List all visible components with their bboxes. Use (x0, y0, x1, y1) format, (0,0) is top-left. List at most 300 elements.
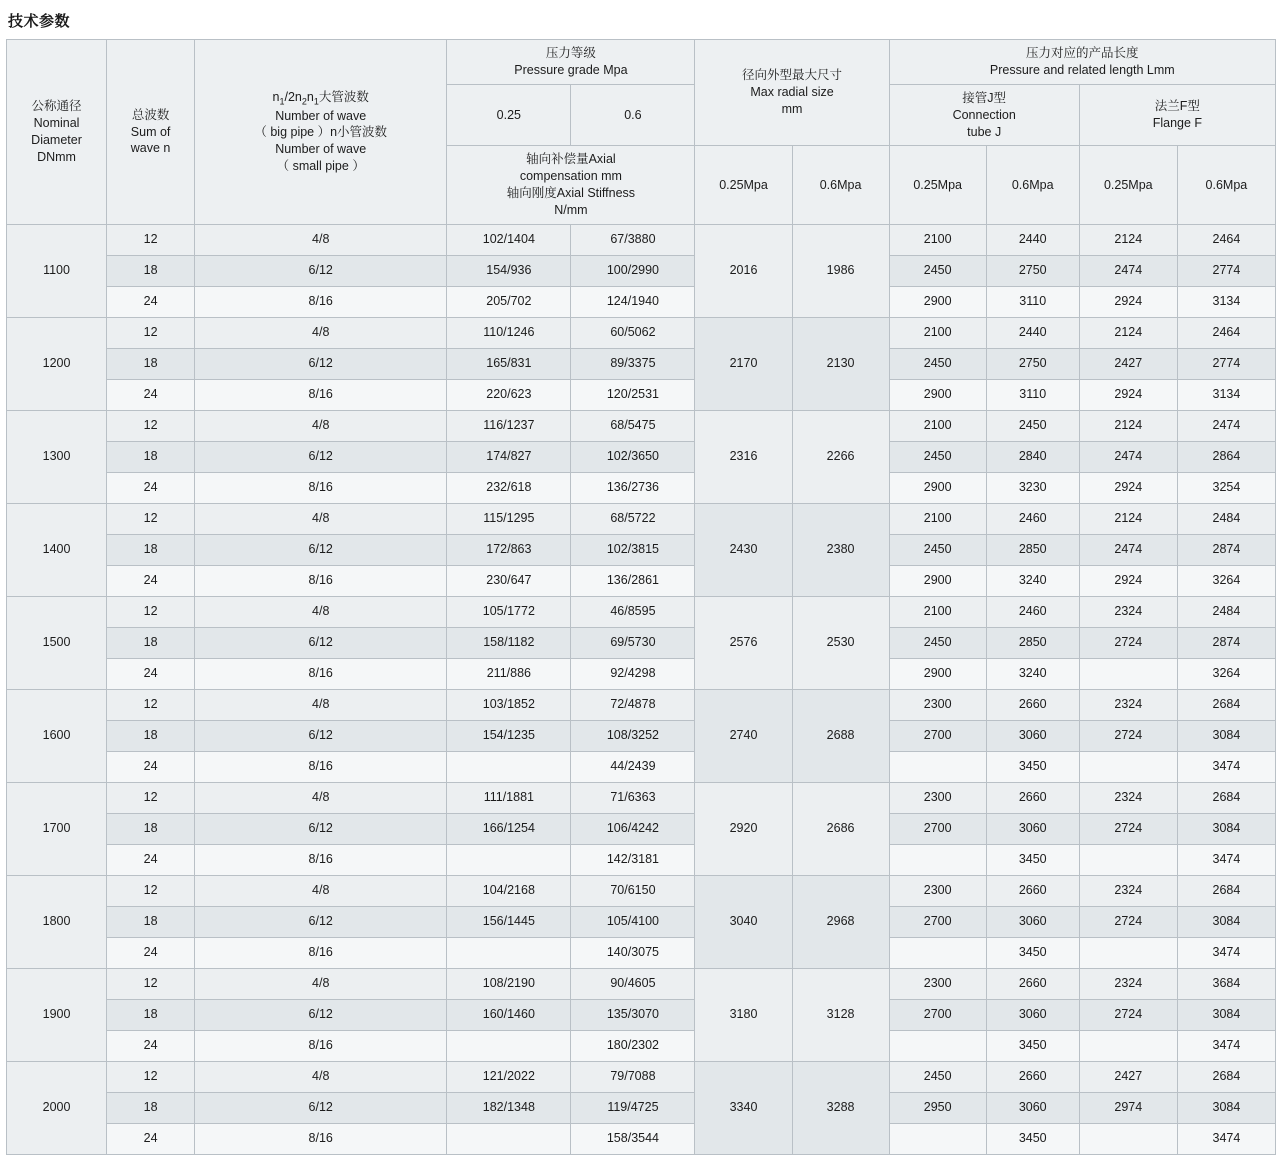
cell-flange-06: 2464 (1177, 224, 1275, 255)
cell-connection-06: 2850 (986, 627, 1079, 658)
cell-axial-06: 60/5062 (571, 317, 695, 348)
table-row (7, 348, 1276, 379)
cell-axial-06: 140/3075 (571, 937, 695, 968)
cell-connection-06: 3060 (986, 1092, 1079, 1123)
header-sum-of-wave (107, 40, 195, 225)
header-nominal-diameter-en3: DNmm (37, 149, 76, 164)
cell-connection-025 (889, 1123, 986, 1154)
cell-axial-025: 108/2190 (447, 968, 571, 999)
cell-axial-025: 232/618 (447, 472, 571, 503)
cell-flange-025: 2324 (1079, 875, 1177, 906)
cell-max-radial-06: 2130 (792, 317, 889, 410)
cell-flange-06: 3084 (1177, 906, 1275, 937)
table-row (7, 410, 1276, 441)
cell-max-radial-06: 2266 (792, 410, 889, 503)
cell-flange-06: 2684 (1177, 782, 1275, 813)
header-flange-06mpa: 0.6Mpa (1177, 146, 1275, 225)
cell-connection-06: 3240 (986, 658, 1079, 689)
cell-flange-06: 3254 (1177, 472, 1275, 503)
cell-flange-025: 2324 (1079, 782, 1177, 813)
cell-max-radial-025: 3340 (695, 1061, 792, 1154)
header-number-of-wave-en4: （ small pipe ） (276, 159, 365, 174)
cell-axial-025: 110/1246 (447, 317, 571, 348)
table-row (7, 565, 1276, 596)
table-body (7, 224, 1276, 1154)
cell-max-radial-06: 2688 (792, 689, 889, 782)
cell-sum-of-wave: 12 (107, 224, 195, 255)
cell-connection-06: 3450 (986, 1123, 1079, 1154)
cell-number-of-wave: 4/8 (195, 317, 447, 348)
table-row (7, 1061, 1276, 1092)
cell-axial-025: 111/1881 (447, 782, 571, 813)
cell-connection-06: 3110 (986, 379, 1079, 410)
cell-axial-025 (447, 1030, 571, 1061)
cell-connection-025: 2100 (889, 317, 986, 348)
cell-connection-06: 3450 (986, 751, 1079, 782)
cell-connection-06: 2660 (986, 689, 1079, 720)
header-connection-tube-cn: 接管J型 (962, 90, 1007, 105)
cell-flange-06: 2484 (1177, 503, 1275, 534)
cell-sum-of-wave: 12 (107, 689, 195, 720)
cell-connection-025: 2450 (889, 1061, 986, 1092)
cell-connection-025 (889, 1030, 986, 1061)
cell-max-radial-025: 2016 (695, 224, 792, 317)
cell-axial-06: 92/4298 (571, 658, 695, 689)
cell-number-of-wave: 6/12 (195, 813, 447, 844)
header-max-radial-size-cn: 径向外型最大尺寸 (742, 68, 843, 83)
cell-number-of-wave: 4/8 (195, 503, 447, 534)
cell-flange-06: 2684 (1177, 875, 1275, 906)
cell-flange-025: 2724 (1079, 627, 1177, 658)
table-row (7, 255, 1276, 286)
cell-connection-06: 2440 (986, 317, 1079, 348)
cell-number-of-wave: 8/16 (195, 565, 447, 596)
header-flange-025mpa: 0.25Mpa (1079, 146, 1177, 225)
table-row (7, 751, 1276, 782)
table-row (7, 534, 1276, 565)
cell-axial-06: 102/3815 (571, 534, 695, 565)
cell-flange-06: 3134 (1177, 286, 1275, 317)
header-max-radial-size (695, 40, 889, 146)
cell-axial-025 (447, 844, 571, 875)
cell-sum-of-wave: 24 (107, 286, 195, 317)
cell-connection-025 (889, 844, 986, 875)
cell-number-of-wave: 6/12 (195, 999, 447, 1030)
table-row (7, 224, 1276, 255)
table-row (7, 1123, 1276, 1154)
cell-flange-06: 2874 (1177, 534, 1275, 565)
cell-axial-025: 158/1182 (447, 627, 571, 658)
cell-number-of-wave: 6/12 (195, 348, 447, 379)
header-axial-l2: compensation mm (519, 169, 622, 184)
cell-axial-025: 165/831 (447, 348, 571, 379)
cell-flange-06: 2464 (1177, 317, 1275, 348)
table-row (7, 627, 1276, 658)
header-pressure-related-length-en: Pressure and related length Lmm (989, 62, 1175, 77)
cell-sum-of-wave: 24 (107, 751, 195, 782)
cell-axial-06: 71/6363 (571, 782, 695, 813)
cell-connection-06: 3060 (986, 720, 1079, 751)
cell-axial-06: 158/3544 (571, 1123, 695, 1154)
cell-axial-025: 154/936 (447, 255, 571, 286)
cell-flange-06: 2684 (1177, 1061, 1275, 1092)
cell-axial-025: 156/1445 (447, 906, 571, 937)
cell-flange-025 (1079, 658, 1177, 689)
cell-connection-025: 2950 (889, 1092, 986, 1123)
cell-axial-06: 44/2439 (571, 751, 695, 782)
cell-flange-025: 2124 (1079, 410, 1177, 441)
cell-nominal-diameter: 1400 (7, 503, 107, 596)
cell-axial-06: 90/4605 (571, 968, 695, 999)
cell-sum-of-wave: 18 (107, 720, 195, 751)
cell-axial-025: 205/702 (447, 286, 571, 317)
table-row (7, 813, 1276, 844)
table-row (7, 968, 1276, 999)
cell-connection-025: 2100 (889, 596, 986, 627)
table-row (7, 317, 1276, 348)
cell-number-of-wave: 8/16 (195, 751, 447, 782)
header-connection-025mpa: 0.25Mpa (889, 146, 986, 225)
table-row (7, 875, 1276, 906)
cell-flange-025 (1079, 1030, 1177, 1061)
cell-flange-025: 2724 (1079, 906, 1177, 937)
header-nominal-diameter-cn: 公称通径 (31, 99, 82, 114)
cell-axial-025: 172/863 (447, 534, 571, 565)
cell-sum-of-wave: 12 (107, 875, 195, 906)
header-flange-en: Flange F (1152, 116, 1203, 131)
cell-sum-of-wave: 12 (107, 1061, 195, 1092)
cell-connection-025: 2700 (889, 999, 986, 1030)
cell-sum-of-wave: 18 (107, 999, 195, 1030)
cell-number-of-wave: 8/16 (195, 937, 447, 968)
header-number-of-wave-formula: $n_1/2n_2n_1$大管波数 (272, 89, 369, 107)
cell-nominal-diameter: 1600 (7, 689, 107, 782)
cell-axial-06: 136/2736 (571, 472, 695, 503)
cell-max-radial-025: 2170 (695, 317, 792, 410)
cell-max-radial-06: 2530 (792, 596, 889, 689)
cell-flange-06: 3084 (1177, 999, 1275, 1030)
header-max-radial-025mpa: 0.25Mpa (695, 146, 792, 225)
table-row (7, 503, 1276, 534)
cell-flange-025: 2324 (1079, 596, 1177, 627)
cell-sum-of-wave: 12 (107, 968, 195, 999)
cell-number-of-wave: 8/16 (195, 1123, 447, 1154)
cell-number-of-wave: 4/8 (195, 782, 447, 813)
cell-connection-025: 2900 (889, 286, 986, 317)
cell-axial-025: 103/1852 (447, 689, 571, 720)
cell-sum-of-wave: 18 (107, 813, 195, 844)
cell-max-radial-025: 2576 (695, 596, 792, 689)
cell-axial-06: 119/4725 (571, 1092, 695, 1123)
cell-nominal-diameter: 1100 (7, 224, 107, 317)
cell-number-of-wave: 4/8 (195, 968, 447, 999)
cell-number-of-wave: 8/16 (195, 658, 447, 689)
cell-number-of-wave: 6/12 (195, 255, 447, 286)
cell-connection-06: 2460 (986, 596, 1079, 627)
header-number-of-wave-en1: Number of wave (275, 108, 367, 123)
cell-axial-025: 220/623 (447, 379, 571, 410)
cell-max-radial-025: 2316 (695, 410, 792, 503)
cell-axial-025 (447, 937, 571, 968)
header-pressure-grade (447, 40, 695, 85)
cell-flange-025 (1079, 844, 1177, 875)
cell-connection-025: 2100 (889, 410, 986, 441)
cell-axial-06: 68/5475 (571, 410, 695, 441)
cell-connection-06: 3450 (986, 1030, 1079, 1061)
cell-axial-025: 154/1235 (447, 720, 571, 751)
cell-connection-06: 3060 (986, 906, 1079, 937)
cell-flange-025: 2974 (1079, 1092, 1177, 1123)
cell-nominal-diameter: 1700 (7, 782, 107, 875)
header-sum-of-wave-cn: 总波数 (131, 107, 170, 122)
cell-sum-of-wave: 24 (107, 658, 195, 689)
cell-connection-025: 2450 (889, 348, 986, 379)
cell-flange-06: 3084 (1177, 720, 1275, 751)
cell-flange-025: 2324 (1079, 968, 1177, 999)
header-number-of-wave-en2: （ big pipe ）n小管波数 (254, 125, 388, 140)
cell-flange-06: 3684 (1177, 968, 1275, 999)
cell-connection-025: 2900 (889, 658, 986, 689)
cell-flange-06: 3264 (1177, 565, 1275, 596)
cell-flange-06: 2474 (1177, 410, 1275, 441)
cell-connection-025: 2450 (889, 627, 986, 658)
cell-number-of-wave: 4/8 (195, 689, 447, 720)
cell-connection-06: 2750 (986, 255, 1079, 286)
cell-nominal-diameter: 1300 (7, 410, 107, 503)
table-row (7, 286, 1276, 317)
cell-axial-06: 70/6150 (571, 875, 695, 906)
cell-number-of-wave: 8/16 (195, 844, 447, 875)
cell-axial-06: 79/7088 (571, 1061, 695, 1092)
cell-axial-025: 116/1237 (447, 410, 571, 441)
cell-connection-06: 3110 (986, 286, 1079, 317)
cell-axial-025: 211/886 (447, 658, 571, 689)
cell-axial-06: 136/2861 (571, 565, 695, 596)
header-nominal-diameter (7, 40, 107, 225)
cell-max-radial-06: 2380 (792, 503, 889, 596)
cell-connection-025: 2300 (889, 689, 986, 720)
cell-axial-06: 105/4100 (571, 906, 695, 937)
cell-sum-of-wave: 18 (107, 627, 195, 658)
cell-connection-025: 2300 (889, 968, 986, 999)
cell-axial-025: 160/1460 (447, 999, 571, 1030)
cell-max-radial-025: 3040 (695, 875, 792, 968)
cell-connection-06: 2660 (986, 968, 1079, 999)
cell-connection-025: 2100 (889, 224, 986, 255)
header-max-radial-size-en2: mm (781, 102, 803, 117)
header-number-of-wave (195, 40, 447, 225)
header-max-radial-size-en1: Max radial size (750, 85, 834, 100)
cell-max-radial-06: 3128 (792, 968, 889, 1061)
cell-max-radial-025: 2430 (695, 503, 792, 596)
cell-axial-06: 180/2302 (571, 1030, 695, 1061)
header-axial-l4: N/mm (554, 203, 588, 217)
cell-axial-06: 67/3880 (571, 224, 695, 255)
cell-sum-of-wave: 24 (107, 472, 195, 503)
cell-axial-06: 89/3375 (571, 348, 695, 379)
cell-nominal-diameter: 1200 (7, 317, 107, 410)
cell-sum-of-wave: 18 (107, 255, 195, 286)
cell-number-of-wave: 6/12 (195, 906, 447, 937)
cell-sum-of-wave: 24 (107, 844, 195, 875)
cell-max-radial-06: 1986 (792, 224, 889, 317)
cell-connection-06: 2660 (986, 1061, 1079, 1092)
header-nominal-diameter-en1: Nominal (33, 116, 80, 131)
cell-connection-025 (889, 937, 986, 968)
cell-connection-025: 2900 (889, 565, 986, 596)
header-flange (1079, 84, 1275, 146)
header-axial-l3: 轴向刚度Axial Stiffness (506, 186, 636, 201)
cell-connection-025: 2900 (889, 379, 986, 410)
cell-connection-06: 2440 (986, 224, 1079, 255)
header-nominal-diameter-en2: Diameter (31, 132, 82, 147)
cell-number-of-wave: 6/12 (195, 720, 447, 751)
cell-number-of-wave: 4/8 (195, 875, 447, 906)
header-sum-of-wave-en2: wave n (130, 141, 171, 156)
cell-flange-025: 2924 (1079, 565, 1177, 596)
table-row (7, 472, 1276, 503)
cell-connection-06: 3450 (986, 937, 1079, 968)
cell-number-of-wave: 4/8 (195, 596, 447, 627)
cell-axial-025: 115/1295 (447, 503, 571, 534)
table-row (7, 441, 1276, 472)
cell-number-of-wave: 8/16 (195, 286, 447, 317)
cell-connection-06: 2840 (986, 441, 1079, 472)
cell-axial-025: 121/2022 (447, 1061, 571, 1092)
header-connection-tube-en2: tube J (967, 124, 1002, 139)
cell-number-of-wave: 8/16 (195, 1030, 447, 1061)
cell-connection-025: 2900 (889, 472, 986, 503)
cell-flange-06: 3474 (1177, 844, 1275, 875)
cell-flange-06: 3474 (1177, 751, 1275, 782)
header-pressure-related-length (889, 40, 1275, 85)
cell-axial-025: 230/647 (447, 565, 571, 596)
cell-axial-025: 102/1404 (447, 224, 571, 255)
cell-number-of-wave: 6/12 (195, 627, 447, 658)
cell-axial-06: 142/3181 (571, 844, 695, 875)
table-row (7, 379, 1276, 410)
cell-flange-06: 3134 (1177, 379, 1275, 410)
technical-parameters-table (6, 39, 1276, 1155)
cell-axial-06: 100/2990 (571, 255, 695, 286)
cell-flange-06: 2864 (1177, 441, 1275, 472)
table-row (7, 596, 1276, 627)
header-axial-l1: 轴向补偿量Axial (526, 152, 616, 167)
table-row (7, 782, 1276, 813)
cell-flange-025: 2124 (1079, 224, 1177, 255)
cell-connection-06: 3060 (986, 813, 1079, 844)
cell-axial-025: 104/2168 (447, 875, 571, 906)
cell-flange-025: 2924 (1079, 472, 1177, 503)
cell-flange-025: 2474 (1079, 441, 1177, 472)
table-row (7, 720, 1276, 751)
cell-flange-025: 2474 (1079, 255, 1177, 286)
cell-number-of-wave: 4/8 (195, 224, 447, 255)
cell-axial-06: 72/4878 (571, 689, 695, 720)
cell-flange-06: 3264 (1177, 658, 1275, 689)
cell-connection-06: 2850 (986, 534, 1079, 565)
cell-flange-025: 2724 (1079, 999, 1177, 1030)
cell-connection-025: 2300 (889, 782, 986, 813)
page-title: 技术参数 (8, 13, 71, 30)
cell-connection-06: 3450 (986, 844, 1079, 875)
cell-sum-of-wave: 24 (107, 379, 195, 410)
cell-sum-of-wave: 12 (107, 317, 195, 348)
cell-flange-025: 2427 (1079, 348, 1177, 379)
cell-max-radial-025: 2920 (695, 782, 792, 875)
header-connection-tube (889, 84, 1079, 146)
cell-connection-06: 2660 (986, 875, 1079, 906)
cell-nominal-diameter: 1500 (7, 596, 107, 689)
cell-sum-of-wave: 18 (107, 348, 195, 379)
cell-flange-025 (1079, 1123, 1177, 1154)
cell-sum-of-wave: 12 (107, 410, 195, 441)
header-connection-06mpa: 0.6Mpa (986, 146, 1079, 225)
cell-flange-025: 2724 (1079, 813, 1177, 844)
cell-max-radial-025: 2740 (695, 689, 792, 782)
cell-flange-06: 3474 (1177, 1030, 1275, 1061)
cell-sum-of-wave: 18 (107, 534, 195, 565)
cell-sum-of-wave: 18 (107, 906, 195, 937)
header-pressure-grade-cn: 压力等级 (545, 46, 596, 60)
header-pressure-grade-en: Pressure grade Mpa (514, 62, 628, 77)
cell-axial-06: 135/3070 (571, 999, 695, 1030)
cell-flange-025: 2427 (1079, 1061, 1177, 1092)
table-row (7, 1030, 1276, 1061)
header-axial-compensation-stiffness (447, 146, 695, 225)
cell-number-of-wave: 6/12 (195, 534, 447, 565)
cell-connection-025: 2700 (889, 906, 986, 937)
cell-flange-06: 3474 (1177, 937, 1275, 968)
header-sum-of-wave-en1: Sum of (130, 124, 171, 139)
table-row (7, 999, 1276, 1030)
cell-connection-06: 2750 (986, 348, 1079, 379)
cell-axial-06: 124/1940 (571, 286, 695, 317)
cell-number-of-wave: 8/16 (195, 472, 447, 503)
cell-flange-06: 2774 (1177, 255, 1275, 286)
cell-nominal-diameter: 2000 (7, 1061, 107, 1154)
cell-nominal-diameter: 1800 (7, 875, 107, 968)
cell-axial-06: 108/3252 (571, 720, 695, 751)
cell-axial-025 (447, 1123, 571, 1154)
cell-axial-06: 69/5730 (571, 627, 695, 658)
cell-connection-025 (889, 751, 986, 782)
cell-connection-06: 3240 (986, 565, 1079, 596)
table-header (7, 40, 1276, 225)
cell-sum-of-wave: 24 (107, 937, 195, 968)
cell-flange-025: 2724 (1079, 720, 1177, 751)
cell-connection-025: 2300 (889, 875, 986, 906)
cell-connection-06: 2460 (986, 503, 1079, 534)
table-row (7, 937, 1276, 968)
cell-flange-06: 3474 (1177, 1123, 1275, 1154)
cell-flange-025: 2924 (1079, 379, 1177, 410)
header-pressure-06: 0.6 (571, 84, 695, 146)
cell-sum-of-wave: 24 (107, 565, 195, 596)
cell-connection-06: 2660 (986, 782, 1079, 813)
cell-connection-025: 2450 (889, 534, 986, 565)
cell-number-of-wave: 4/8 (195, 1061, 447, 1092)
cell-flange-025: 2474 (1079, 534, 1177, 565)
cell-connection-025: 2700 (889, 813, 986, 844)
cell-number-of-wave: 6/12 (195, 1092, 447, 1123)
cell-flange-06: 2684 (1177, 689, 1275, 720)
cell-connection-06: 3060 (986, 999, 1079, 1030)
cell-connection-025: 2450 (889, 441, 986, 472)
cell-axial-06: 68/5722 (571, 503, 695, 534)
cell-sum-of-wave: 24 (107, 1030, 195, 1061)
cell-axial-06: 120/2531 (571, 379, 695, 410)
